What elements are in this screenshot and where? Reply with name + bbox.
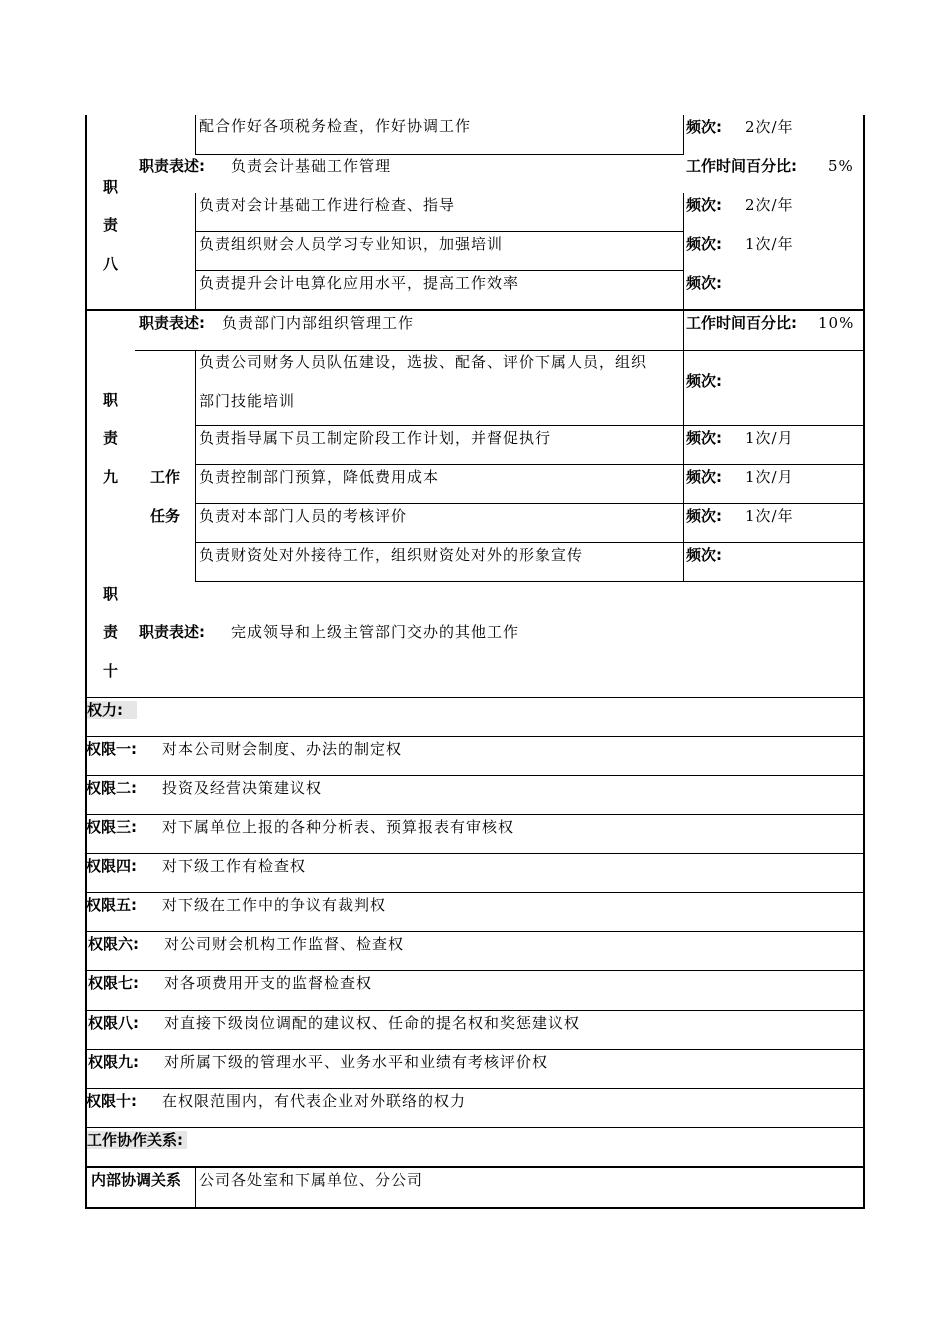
power-heading: 权力: bbox=[87, 701, 137, 719]
duty9-desc-label: 职责表述: bbox=[139, 314, 205, 332]
duty9-task-3: 负责控制部门预算，降低费用成本 bbox=[199, 468, 440, 486]
power-7-label: 权限七: bbox=[88, 974, 139, 992]
duty8-char-2: 责 bbox=[103, 216, 119, 234]
duty8-task-1: 配合作好各项税务检查，作好协调工作 bbox=[199, 117, 472, 135]
duty8-task-3-freq-label: 频次: bbox=[686, 235, 722, 253]
duty9-time-label: 工作时间百分比: bbox=[686, 314, 797, 332]
power-9-label: 权限九: bbox=[88, 1053, 139, 1071]
power-8-label: 权限八: bbox=[88, 1014, 139, 1032]
power-1-label: 权限一: bbox=[86, 740, 137, 758]
duty8-char-1: 职 bbox=[103, 178, 119, 196]
duty8-desc-label: 职责表述: bbox=[139, 157, 205, 175]
duty8-time-value: 5% bbox=[828, 157, 854, 175]
power-7-text: 对各项费用开支的监督检查权 bbox=[164, 974, 373, 992]
power-5-text: 对下级在工作中的争议有裁判权 bbox=[162, 896, 387, 914]
table-right-border bbox=[863, 115, 865, 1209]
internal-coordination-text: 公司各处室和下属单位、分公司 bbox=[199, 1171, 424, 1189]
duty9-time-value: 10% bbox=[818, 314, 855, 332]
internal-coordination-label: 内部协调关系 bbox=[91, 1171, 182, 1189]
duty9-task-4-freq-label: 频次: bbox=[686, 507, 722, 525]
power-1-text: 对本公司财会制度、办法的制定权 bbox=[162, 740, 403, 758]
duty8-task-2: 负责对会计基础工作进行检查、指导 bbox=[199, 196, 456, 214]
duty9-task-2-freq-value: 1次/月 bbox=[745, 429, 794, 447]
power-2-text: 投资及经营决策建议权 bbox=[162, 779, 323, 797]
power-6-label: 权限六: bbox=[88, 935, 139, 953]
duty9-work-label-1: 工作 bbox=[150, 468, 181, 486]
duty9-task-5: 负责财资处对外接待工作，组织财资处对外的形象宣传 bbox=[199, 546, 584, 564]
duty9-desc-text: 负责部门内部组织管理工作 bbox=[222, 314, 415, 332]
power-8-text: 对直接下级岗位调配的建议权、任命的提名权和奖惩建议权 bbox=[164, 1014, 581, 1032]
duty9-task-2: 负责指导属下员工制定阶段工作计划，并督促执行 bbox=[199, 429, 552, 447]
duty9-char-2: 责 bbox=[103, 429, 119, 447]
table-left-border bbox=[85, 115, 87, 1209]
duty10-char-1: 职 bbox=[103, 585, 119, 603]
duty8-time-label: 工作时间百分比: bbox=[686, 157, 797, 175]
duty9-task-5-freq-label: 频次: bbox=[686, 546, 722, 564]
duty10-char-3: 十 bbox=[103, 662, 119, 680]
duty9-task-2-freq-label: 频次: bbox=[686, 429, 722, 447]
duty8-task-3: 负责组织财会人员学习专业知识，加强培训 bbox=[199, 235, 504, 253]
duty9-task-4: 负责对本部门人员的考核评价 bbox=[199, 507, 408, 525]
duty9-task-1-line-2: 部门技能培训 bbox=[199, 392, 296, 410]
power-10-label: 权限十: bbox=[86, 1092, 137, 1110]
duty8-char-3: 八 bbox=[103, 255, 119, 273]
power-3-text: 对下属单位上报的各种分析表、预算报表有审核权 bbox=[162, 818, 515, 836]
power-3-label: 权限三: bbox=[86, 818, 137, 836]
duty10-desc-label: 职责表述: bbox=[139, 623, 205, 641]
table-bottom-border bbox=[85, 1207, 865, 1209]
duty8-task-4-freq-label: 频次: bbox=[686, 274, 722, 292]
duty8-task-1-freq-value: 2次/年 bbox=[745, 118, 794, 136]
duty8-task-4: 负责提升会计电算化应用水平，提高工作效率 bbox=[199, 274, 520, 292]
duty9-task-1-line-1: 负责公司财务人员队伍建设，选拔、配备、评价下属人员，组织 bbox=[199, 353, 648, 371]
duty9-work-label-2: 任务 bbox=[150, 507, 181, 525]
duty8-task-2-freq-value: 2次/年 bbox=[745, 196, 794, 214]
power-10-text: 在权限范围内，有代表企业对外联络的权力 bbox=[162, 1092, 467, 1110]
power-9-text: 对所属下级的管理水平、业务水平和业绩有考核评价权 bbox=[164, 1053, 549, 1071]
duty9-task-3-freq-value: 1次/月 bbox=[745, 468, 794, 486]
duty8-task-1-freq-label: 频次: bbox=[686, 118, 722, 136]
power-2-label: 权限二: bbox=[86, 779, 137, 797]
power-4-label: 权限四: bbox=[86, 857, 137, 875]
power-6-text: 对公司财会机构工作监督、检查权 bbox=[164, 935, 405, 953]
duty8-task-2-freq-label: 频次: bbox=[686, 196, 722, 214]
duty8-desc-text: 负责会计基础工作管理 bbox=[231, 157, 392, 175]
duty9-char-3: 九 bbox=[103, 468, 119, 486]
duty9-task-1-freq-label: 频次: bbox=[686, 372, 722, 390]
power-5-label: 权限五: bbox=[86, 896, 137, 914]
duty9-task-3-freq-label: 频次: bbox=[686, 468, 722, 486]
cooperation-heading: 工作协作关系: bbox=[87, 1131, 187, 1149]
duty9-char-1: 职 bbox=[103, 391, 119, 409]
duty8-bottom-border bbox=[85, 309, 865, 311]
duty8-task-3-freq-value: 1次/年 bbox=[745, 235, 794, 253]
power-4-text: 对下级工作有检查权 bbox=[162, 857, 307, 875]
duty10-char-2: 责 bbox=[103, 623, 119, 641]
duty9-task-4-freq-value: 1次/年 bbox=[745, 507, 794, 525]
duty10-desc-text: 完成领导和上级主管部门交办的其他工作 bbox=[231, 623, 520, 641]
